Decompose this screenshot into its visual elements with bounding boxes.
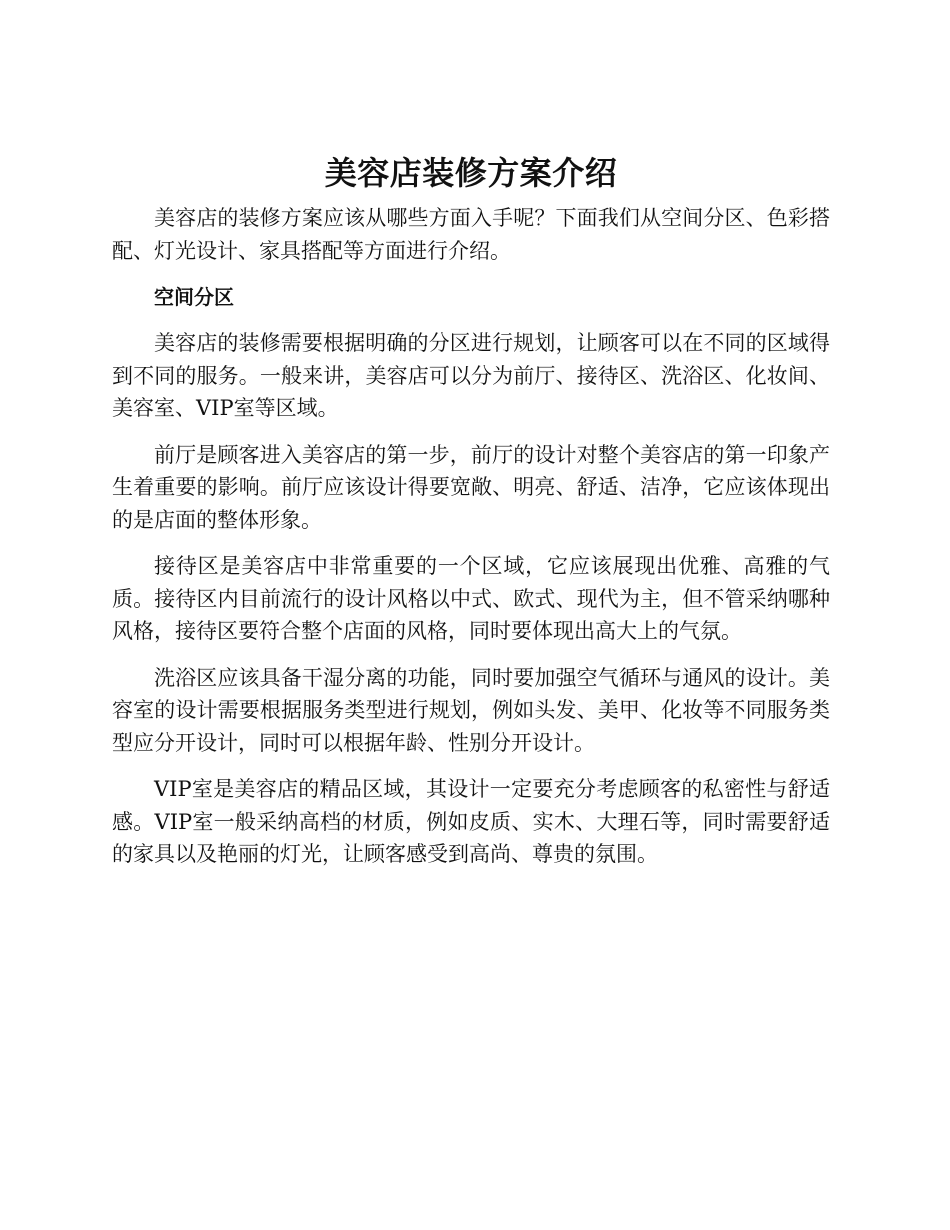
body-paragraph-2: 前厅是顾客进入美容店的第一步，前厅的设计对整个美容店的第一印象产生着重要的影响。前厅应该设计得要宽敞、明亮、舒适、洁净，它应该体现出的是店面的整体形象。 — [112, 442, 830, 532]
section-heading: 空间分区 — [154, 285, 234, 309]
body-paragraph-3: 接待区是美容店中非常重要的一个区域，它应该展现出优雅、高雅的气质。接待区内目前流行的设计风格以中式、欧式、现代为主，但不管采纳哪种风格，接待区要符合整个店面的风格，同时要体现出高大上的气氛。 — [112, 554, 830, 643]
document-title: 美容店装修方案介绍 — [324, 154, 618, 192]
body-paragraph-4: 洗浴区应该具备干湿分离的功能，同时要加强空气循环与通风的设计。美容室的设计需要根据服务类型进行规划，例如头发、美甲、化妆等不同服务类型应分开设计，同时可以根据年龄、性别分开设计。 — [112, 665, 830, 755]
intro-paragraph: 美容店的装修方案应该从哪些方面入手呢？下面我们从空间分区、色彩搭配、灯光设计、家具搭配等方面进行介绍。 — [112, 206, 830, 263]
body-paragraph-5: VIP室是美容店的精品区域，其设计一定要充分考虑顾客的私密性与舒适感。VIP室一般采纳高档的材质，例如皮质、实木、大理石等，同时需要舒适的家具以及艳丽的灯光，让顾客感受到高尚、尊贵的氛围。 — [112, 777, 830, 866]
body-paragraph-1: 美容店的装修需要根据明确的分区进行规划，让顾客可以在不同的区域得到不同的服务。一般来讲，美容店可以分为前厅、接待区、洗浴区、化妆间、美容室、VIP室等区域。 — [112, 331, 830, 420]
document-page — [112, 150, 830, 885]
